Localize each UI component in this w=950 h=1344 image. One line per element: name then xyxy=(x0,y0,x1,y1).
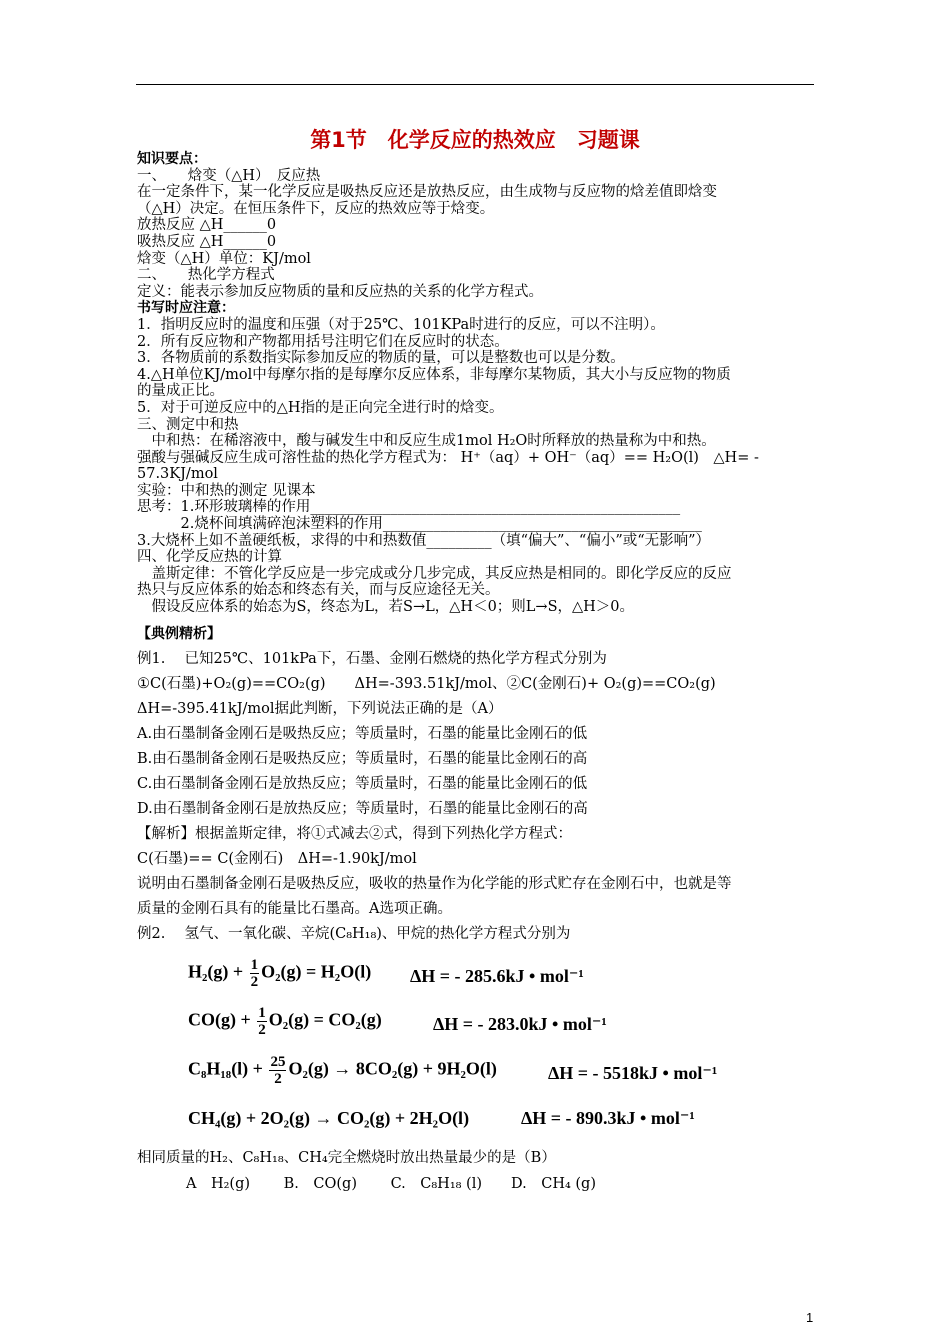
section2-line: D.由石墨制备金刚石是放热反应；等质量时，石墨的能量比金刚石的高 xyxy=(137,801,588,817)
section1-line: 三、测定中和热 xyxy=(137,416,239,433)
page-number: 1 xyxy=(806,1310,814,1325)
section1-line: 在一定条件下，某一化学反应是吸热反应还是放热反应，由生成物与反应物的焓差值即焓变 xyxy=(137,184,717,201)
section1-line: 5．对于可逆反应中的△H指的是正向完全进行时的焓变。 xyxy=(137,399,504,416)
fraction xyxy=(250,957,260,990)
section2-line: 例2. 氢气、一氧化碳、辛烷(C₈H₁₈)、甲烷的热化学方程式分别为 xyxy=(137,926,571,942)
header-rule xyxy=(136,84,814,85)
page-title: 第1节 化学反应的热效应 习题课 xyxy=(310,128,640,152)
fraction xyxy=(269,1054,286,1087)
fraction-denominator: 2 xyxy=(274,1071,282,1087)
section2-line: C.由石墨制备金刚石是放热反应；等质量时，石墨的能量比金刚石的低 xyxy=(137,776,588,792)
equation-methane xyxy=(188,1108,695,1129)
question-2-options: A H₂(g) B. CO(g) C. C₈H₁₈ (l) D. CH₄ (g) xyxy=(186,1176,596,1192)
section1-line: 焓变（△H）单位：KJ/mol xyxy=(137,250,311,267)
section1-line: 吸热反应 △H______0 xyxy=(137,233,277,250)
section1-line: 定义：能表示参加反应物质的量和反应热的关系的化学方程式。 xyxy=(137,283,543,300)
equation-rhs: O₂(g) = H₂O(l) xyxy=(261,961,372,982)
section1-line: 的量成正比。 xyxy=(137,383,224,400)
equation-lhs: H₂(g) + xyxy=(188,961,248,982)
example-analysis-section xyxy=(137,622,817,947)
section2-line: ΔH=-395.41kJ/mol据此判断，下列说法正确的是（A） xyxy=(137,701,503,717)
section1-line: 二、 热化学方程式 xyxy=(137,267,275,284)
section1-line: 假设反应体系的始态为S，终态为L，若S→L，△H＜0；则L→S，△H＞0。 xyxy=(137,599,635,616)
equation-enthalpy: ΔH = - 5518kJ • mol⁻¹ xyxy=(548,1063,718,1083)
equation-rhs: O₂(g) = CO₂(g) xyxy=(268,1009,382,1030)
section1-line: 实验：中和热的测定 见课本 xyxy=(137,482,316,499)
section1-line: 强酸与强碱反应生成可溶性盐的热化学方程式为： H⁺（aq）+ OH⁻（aq）== H₂O(l) △H= - xyxy=(137,449,759,466)
equation-lhs: CO(g) + xyxy=(188,1009,256,1030)
knowledge-points-section xyxy=(137,151,817,616)
fraction-numerator: 25 xyxy=(270,1054,286,1070)
section1-line: 书写时应注意： xyxy=(137,300,235,317)
section1-line: 盖斯定律：不管化学反应是一步完成或分几步完成，其反应热是相同的。即化学反应的反应 xyxy=(137,565,732,582)
equation-lhs: C₈H₁₈(l) + xyxy=(188,1058,268,1079)
section2-line: 例1. 已知25℃、101kPa下，石墨、金刚石燃烧的热化学方程式分别为 xyxy=(137,651,607,667)
section2-line: ①C(石墨)+O₂(g)==CO₂(g) ΔH=-393.51kJ/mol、②C(金刚石)+ O₂(g)==CO₂(g) xyxy=(137,676,716,692)
section2-line: B.由石墨制备金刚石是吸热反应；等质量时，石墨的能量比金刚石的高 xyxy=(137,751,588,767)
section1-line: 中和热：在稀溶液中，酸与碱发生中和反应生成1mol H₂O时所释放的热量称为中和热。 xyxy=(137,433,716,450)
equation-enthalpy: ΔH = - 890.3kJ • mol⁻¹ xyxy=(521,1108,695,1128)
section1-line: 2.烧杯间填满碎泡沫塑料的作用____________________________________________ xyxy=(137,516,702,533)
section1-line: 思考：1.环形玻璃棒的作用___________________________________________________ xyxy=(137,499,681,516)
section2-line: A.由石墨制备金刚石是吸热反应；等质量时，石墨的能量比金刚石的低 xyxy=(137,726,588,742)
equation-enthalpy: ΔH = - 283.0kJ • mol⁻¹ xyxy=(433,1014,607,1034)
section1-line: （△H）决定。在恒压条件下，反应的热效应等于焓变。 xyxy=(137,200,495,217)
equation-carbon-monoxide xyxy=(188,1005,607,1038)
section1-line: 热只与反应体系的始态和终态有关，而与反应途径无关。 xyxy=(137,582,500,599)
section1-line: 1．指明反应时的温度和压强（对于25℃、101KPa时进行的反应，可以不注明）。 xyxy=(137,316,665,333)
equation-octane xyxy=(188,1054,718,1087)
section1-line: 3.大烧杯上如不盖硬纸板，求得的中和热数值_________（填“偏大”、“偏小”或“无影响”） xyxy=(137,532,711,549)
section2-line: 【典例精析】 xyxy=(137,626,221,642)
section1-line: 2．所有反应物和产物都用括号注明它们在反应时的状态。 xyxy=(137,333,509,350)
question-2: 相同质量的H₂、C₈H₁₈、CH₄完全燃烧时放出热量最少的是（B） xyxy=(137,1150,556,1166)
section1-line: 知识要点： xyxy=(137,151,207,167)
fraction-denominator: 2 xyxy=(258,1022,266,1038)
equation-enthalpy: ΔH = - 285.6kJ • mol⁻¹ xyxy=(410,966,584,986)
fraction-numerator: 1 xyxy=(250,957,259,973)
section2-line: C(石墨)== C(金刚石) ΔH=-1.90kJ/mol xyxy=(137,851,417,867)
section1-line: 一、 焓变（△H） 反应热 xyxy=(137,167,321,184)
equation-lhs: CH₄(g) + 2O₂(g) → CO₂(g) + 2H₂O(l) xyxy=(188,1108,470,1128)
section2-line: 【解析】根据盖斯定律，将①式减去②式，得到下列热化学方程式： xyxy=(137,826,572,842)
section1-line: 3．各物质前的系数指实际参加反应的物质的量，可以是整数也可以是分数。 xyxy=(137,350,625,367)
section2-line: 说明由石墨制备金刚石是吸热反应，吸收的热量作为化学能的形式贮存在金刚石中，也就是等 xyxy=(137,876,732,892)
equation-hydrogen xyxy=(188,957,584,990)
section1-line: 57.3KJ/mol xyxy=(137,466,218,483)
fraction-numerator: 1 xyxy=(258,1005,266,1021)
section1-line: 放热反应 △H______0 xyxy=(137,217,277,234)
equation-rhs: O₂(g) → 8CO₂(g) + 9H₂O(l) xyxy=(288,1058,497,1079)
section1-line: 4.△H单位KJ/mol中每摩尔指的是每摩尔反应体系，非每摩尔某物质，其大小与反应物的物质 xyxy=(137,366,731,383)
section1-line: 四、化学反应热的计算 xyxy=(137,549,282,566)
fraction xyxy=(257,1005,267,1038)
section2-line: 质量的金刚石具有的能量比石墨高。A选项正确。 xyxy=(137,901,452,917)
fraction-denominator: 2 xyxy=(250,974,259,990)
